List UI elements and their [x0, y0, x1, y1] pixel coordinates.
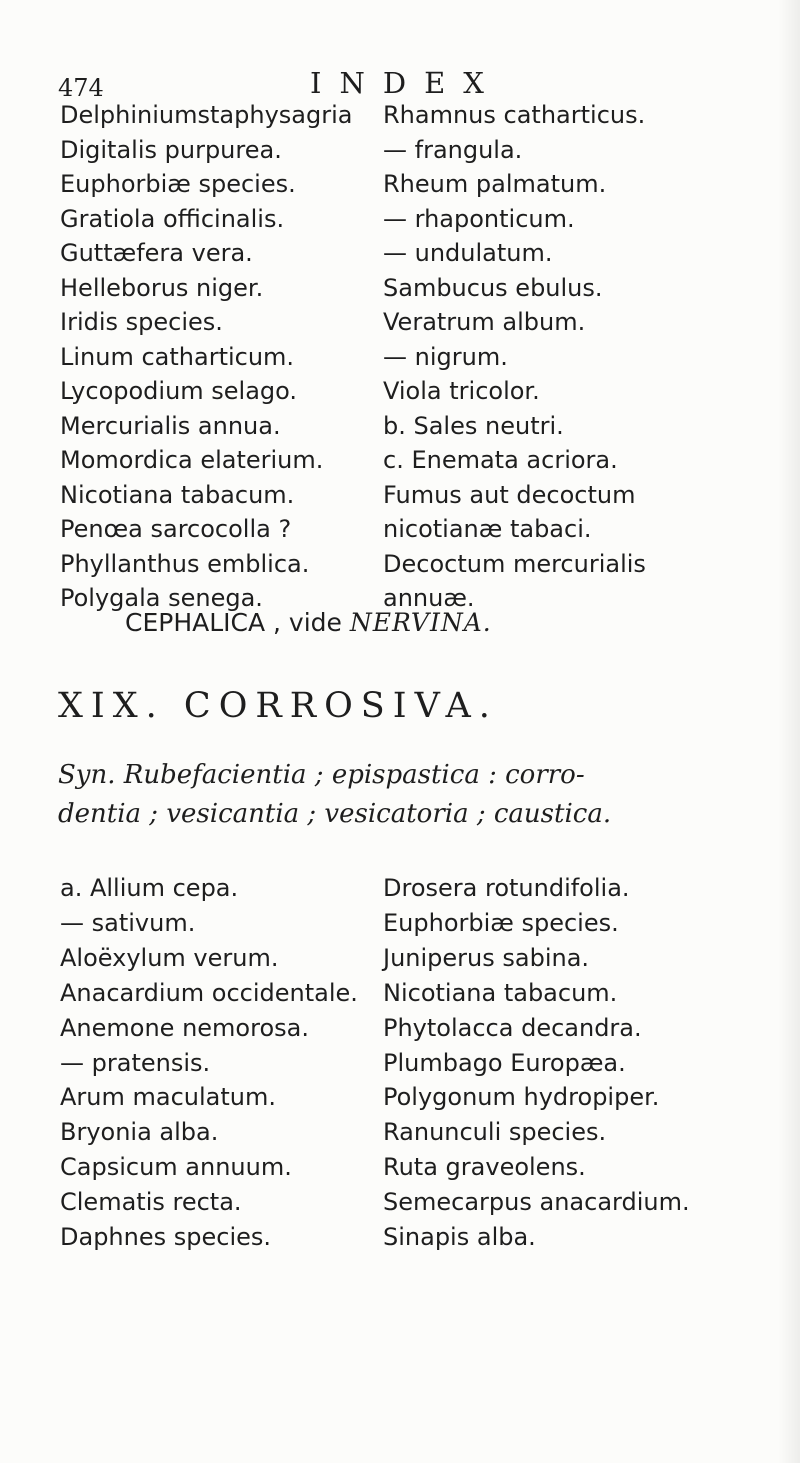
index-entry: Euphorbiæ species.	[60, 170, 296, 198]
index-entry: Bryonia alba.	[60, 1118, 219, 1147]
synonyms-line-2: dentia ; vesicantia ; vesicatoria ; caustica.	[58, 799, 612, 829]
index-entry: Rhamnus catharticus.	[383, 101, 646, 129]
index-entry: Delphiniumstaphysagria	[60, 101, 353, 129]
index-entry: Phyllanthus emblica.	[60, 549, 310, 578]
index-entry: Daphnes species.	[60, 1223, 272, 1252]
index-entry: Phytolacca decandra.	[383, 1013, 642, 1042]
index-entry: Polygonum hydropiper.	[383, 1083, 660, 1112]
index-entry: Decoctum mercurialis	[383, 549, 646, 578]
index-entry: nicotianæ tabaci.	[383, 515, 592, 543]
synonyms-line-1: Syn. Rubefacientia ; epispastica : corro-	[58, 760, 585, 790]
index-entry: Ranunculi species.	[383, 1118, 607, 1147]
index-entry: Mercurialis annua.	[60, 411, 281, 440]
index-entry: a. Allium cepa.	[60, 874, 239, 902]
index-entry: Euphorbiæ species.	[383, 908, 619, 937]
index-entry: Plumbago Europæa.	[383, 1048, 626, 1077]
index-entry: Anemone nemorosa.	[60, 1013, 309, 1042]
index-entry: Guttæfera vera.	[60, 239, 253, 267]
index-entry: Sinapis alba.	[383, 1223, 536, 1252]
index-entry: Veratrum album.	[383, 308, 586, 336]
page-number: 474	[58, 74, 104, 102]
index-entry: Nicotiana tabacum.	[383, 978, 618, 1007]
index-entry: Ruta graveolens.	[383, 1153, 586, 1182]
index-entry: Helleborus niger.	[60, 273, 264, 302]
index-entry: Arum maculatum.	[60, 1083, 276, 1112]
page-edge-shading	[778, 0, 800, 1463]
index-entry: Gratiola officinalis.	[60, 204, 285, 233]
lower-right-column	[383, 871, 783, 1255]
lower-left-column	[60, 871, 360, 1255]
index-entry: Digitalis purpurea.	[60, 135, 282, 164]
running-head: INDEX	[310, 66, 502, 100]
index-entry: Lycopodium selago.	[60, 377, 298, 405]
index-entry: — pratensis.	[60, 1048, 211, 1077]
index-entry: Sambucus ebulus.	[383, 273, 603, 302]
index-entry: — rhaponticum.	[383, 204, 575, 233]
cross-reference-label: CEPHALICA , vide	[125, 608, 350, 637]
index-entry: — sativum.	[60, 908, 196, 937]
index-entry: Penœa sarcocolla ?	[60, 515, 292, 543]
index-entry: Linum catharticum.	[60, 342, 295, 371]
index-entry: Capsicum annuum.	[60, 1153, 292, 1182]
index-entry: — frangula.	[383, 135, 523, 164]
index-entry: Drosera rotundifolia.	[383, 874, 630, 902]
index-entry: Fumus aut decoctum	[383, 480, 636, 509]
index-entry: Clematis recta.	[60, 1188, 242, 1217]
index-entry: Aloëxylum verum.	[60, 943, 279, 972]
index-entry: Semecarpus anacardium.	[383, 1188, 690, 1217]
index-entry: annuæ.	[383, 584, 475, 612]
cross-reference	[125, 608, 492, 637]
index-entry: Viola tricolor.	[383, 377, 540, 405]
index-entry: Anacardium occidentale.	[60, 978, 358, 1007]
upper-left-column	[60, 98, 360, 616]
index-entry: Rheum palmatum.	[383, 170, 607, 198]
index-entry: — undulatum.	[383, 239, 553, 267]
upper-right-column	[383, 98, 783, 616]
index-entry: b. Sales neutri.	[383, 411, 564, 440]
index-entry: Iridis species.	[60, 308, 223, 336]
section-title: XIX. CORROSIVA.	[58, 686, 498, 726]
index-entry: Juniperus sabina.	[383, 943, 590, 972]
cross-reference-target: NERVINA.	[349, 608, 492, 637]
index-entry: Nicotiana tabacum.	[60, 480, 295, 509]
index-entry: Momordica elaterium.	[60, 446, 324, 474]
index-entry: — nigrum.	[383, 342, 508, 371]
index-entry: Polygala senega.	[60, 584, 263, 612]
index-entry: c. Enemata acriora.	[383, 446, 618, 474]
